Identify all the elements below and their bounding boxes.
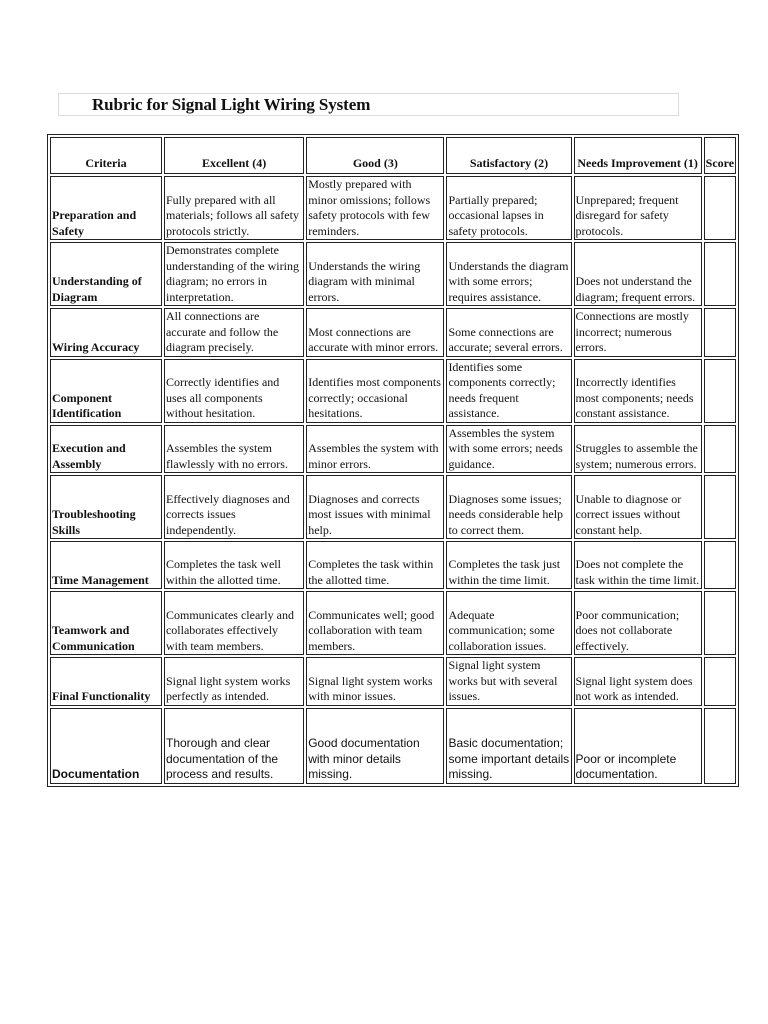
good-cell: Understands the wiring diagram with minimal errors.	[306, 242, 444, 306]
satisfactory-cell: Adequate communication; some collaboration issues.	[446, 591, 571, 655]
table-row	[50, 242, 736, 306]
criteria-cell: Understanding of Diagram	[50, 242, 162, 306]
score-cell[interactable]	[704, 242, 736, 306]
satisfactory-cell: Diagnoses some issues; needs considerable help to correct them.	[446, 475, 571, 539]
excellent-cell: Demonstrates complete understanding of the wiring diagram; no errors in interpretation.	[164, 242, 304, 306]
needs-improvement-cell: Connections are mostly incorrect; numerous errors.	[574, 308, 702, 357]
excellent-cell: Communicates clearly and collaborates effectively with team members.	[164, 591, 304, 655]
title-box	[58, 93, 679, 116]
good-cell: Communicates well; good collaboration with team members.	[306, 591, 444, 655]
satisfactory-cell: Some connections are accurate; several errors.	[446, 308, 571, 357]
satisfactory-cell: Completes the task just within the time limit.	[446, 541, 571, 589]
criteria-cell: Wiring Accuracy	[50, 308, 162, 357]
table-row	[50, 176, 736, 240]
needs-improvement-cell: Poor or incomplete documentation.	[574, 708, 702, 784]
table-row	[50, 657, 736, 706]
page-title: Rubric for Signal Light Wiring System	[92, 95, 371, 114]
good-cell: Mostly prepared with minor omissions; follows safety protocols with few reminders.	[306, 176, 444, 240]
needs-improvement-cell: Unprepared; frequent disregard for safety protocols.	[574, 176, 702, 240]
criteria-cell: Component Identification	[50, 359, 162, 423]
criteria-cell: Execution and Assembly	[50, 425, 162, 474]
good-cell: Assembles the system with minor errors.	[306, 425, 444, 474]
score-cell[interactable]	[704, 359, 736, 423]
header-excellent: Excellent (4)	[164, 137, 304, 174]
criteria-cell: Troubleshooting Skills	[50, 475, 162, 539]
excellent-cell: Correctly identifies and uses all components without hesitation.	[164, 359, 304, 423]
excellent-cell: Signal light system works perfectly as intended.	[164, 657, 304, 706]
score-cell[interactable]	[704, 708, 736, 784]
header-needs-improvement: Needs Improvement (1)	[574, 137, 702, 174]
excellent-cell: Effectively diagnoses and corrects issues independently.	[164, 475, 304, 539]
good-cell: Identifies most components correctly; occasional hesitations.	[306, 359, 444, 423]
table-row	[50, 475, 736, 539]
needs-improvement-cell: Does not complete the task within the time limit.	[574, 541, 702, 589]
excellent-cell: Fully prepared with all materials; follows all safety protocols strictly.	[164, 176, 304, 240]
table-row	[50, 425, 736, 474]
header-criteria: Criteria	[50, 137, 162, 174]
table-row	[50, 541, 736, 589]
table-row	[50, 359, 736, 423]
excellent-cell: Thorough and clear documentation of the process and results.	[164, 708, 304, 784]
satisfactory-cell: Identifies some components correctly; needs frequent assistance.	[446, 359, 571, 423]
header-score: Score	[704, 137, 736, 174]
header-satisfactory: Satisfactory (2)	[446, 137, 571, 174]
score-cell[interactable]	[704, 475, 736, 539]
needs-improvement-cell: Does not understand the diagram; frequent errors.	[574, 242, 702, 306]
score-cell[interactable]	[704, 308, 736, 357]
score-cell[interactable]	[704, 176, 736, 240]
good-cell: Diagnoses and corrects most issues with minimal help.	[306, 475, 444, 539]
criteria-cell: Teamwork and Communication	[50, 591, 162, 655]
header-good: Good (3)	[306, 137, 444, 174]
needs-improvement-cell: Signal light system does not work as intended.	[574, 657, 702, 706]
criteria-cell: Final Functionality	[50, 657, 162, 706]
score-cell[interactable]	[704, 591, 736, 655]
needs-improvement-cell: Poor communication; does not collaborate effectively.	[574, 591, 702, 655]
table-row	[50, 308, 736, 357]
score-cell[interactable]	[704, 425, 736, 474]
satisfactory-cell: Assembles the system with some errors; needs guidance.	[446, 425, 571, 474]
score-cell[interactable]	[704, 541, 736, 589]
criteria-cell: Preparation and Safety	[50, 176, 162, 240]
score-cell[interactable]	[704, 657, 736, 706]
table-row	[50, 708, 736, 784]
satisfactory-cell: Signal light system works but with several issues.	[446, 657, 571, 706]
needs-improvement-cell: Incorrectly identifies most components; needs constant assistance.	[574, 359, 702, 423]
good-cell: Signal light system works with minor issues.	[306, 657, 444, 706]
criteria-cell: Documentation	[50, 708, 162, 784]
satisfactory-cell: Understands the diagram with some errors; requires assistance.	[446, 242, 571, 306]
good-cell: Most connections are accurate with minor errors.	[306, 308, 444, 357]
excellent-cell: Completes the task well within the allotted time.	[164, 541, 304, 589]
satisfactory-cell: Basic documentation; some important details missing.	[446, 708, 571, 784]
criteria-cell: Time Management	[50, 541, 162, 589]
good-cell: Completes the task within the allotted time.	[306, 541, 444, 589]
excellent-cell: All connections are accurate and follow the diagram precisely.	[164, 308, 304, 357]
needs-improvement-cell: Unable to diagnose or correct issues without constant help.	[574, 475, 702, 539]
excellent-cell: Assembles the system flawlessly with no errors.	[164, 425, 304, 474]
header-row	[50, 137, 736, 174]
needs-improvement-cell: Struggles to assemble the system; numerous errors.	[574, 425, 702, 474]
satisfactory-cell: Partially prepared; occasional lapses in safety protocols.	[446, 176, 571, 240]
table-row	[50, 591, 736, 655]
rubric-table	[47, 134, 739, 787]
good-cell: Good documentation with minor details missing.	[306, 708, 444, 784]
